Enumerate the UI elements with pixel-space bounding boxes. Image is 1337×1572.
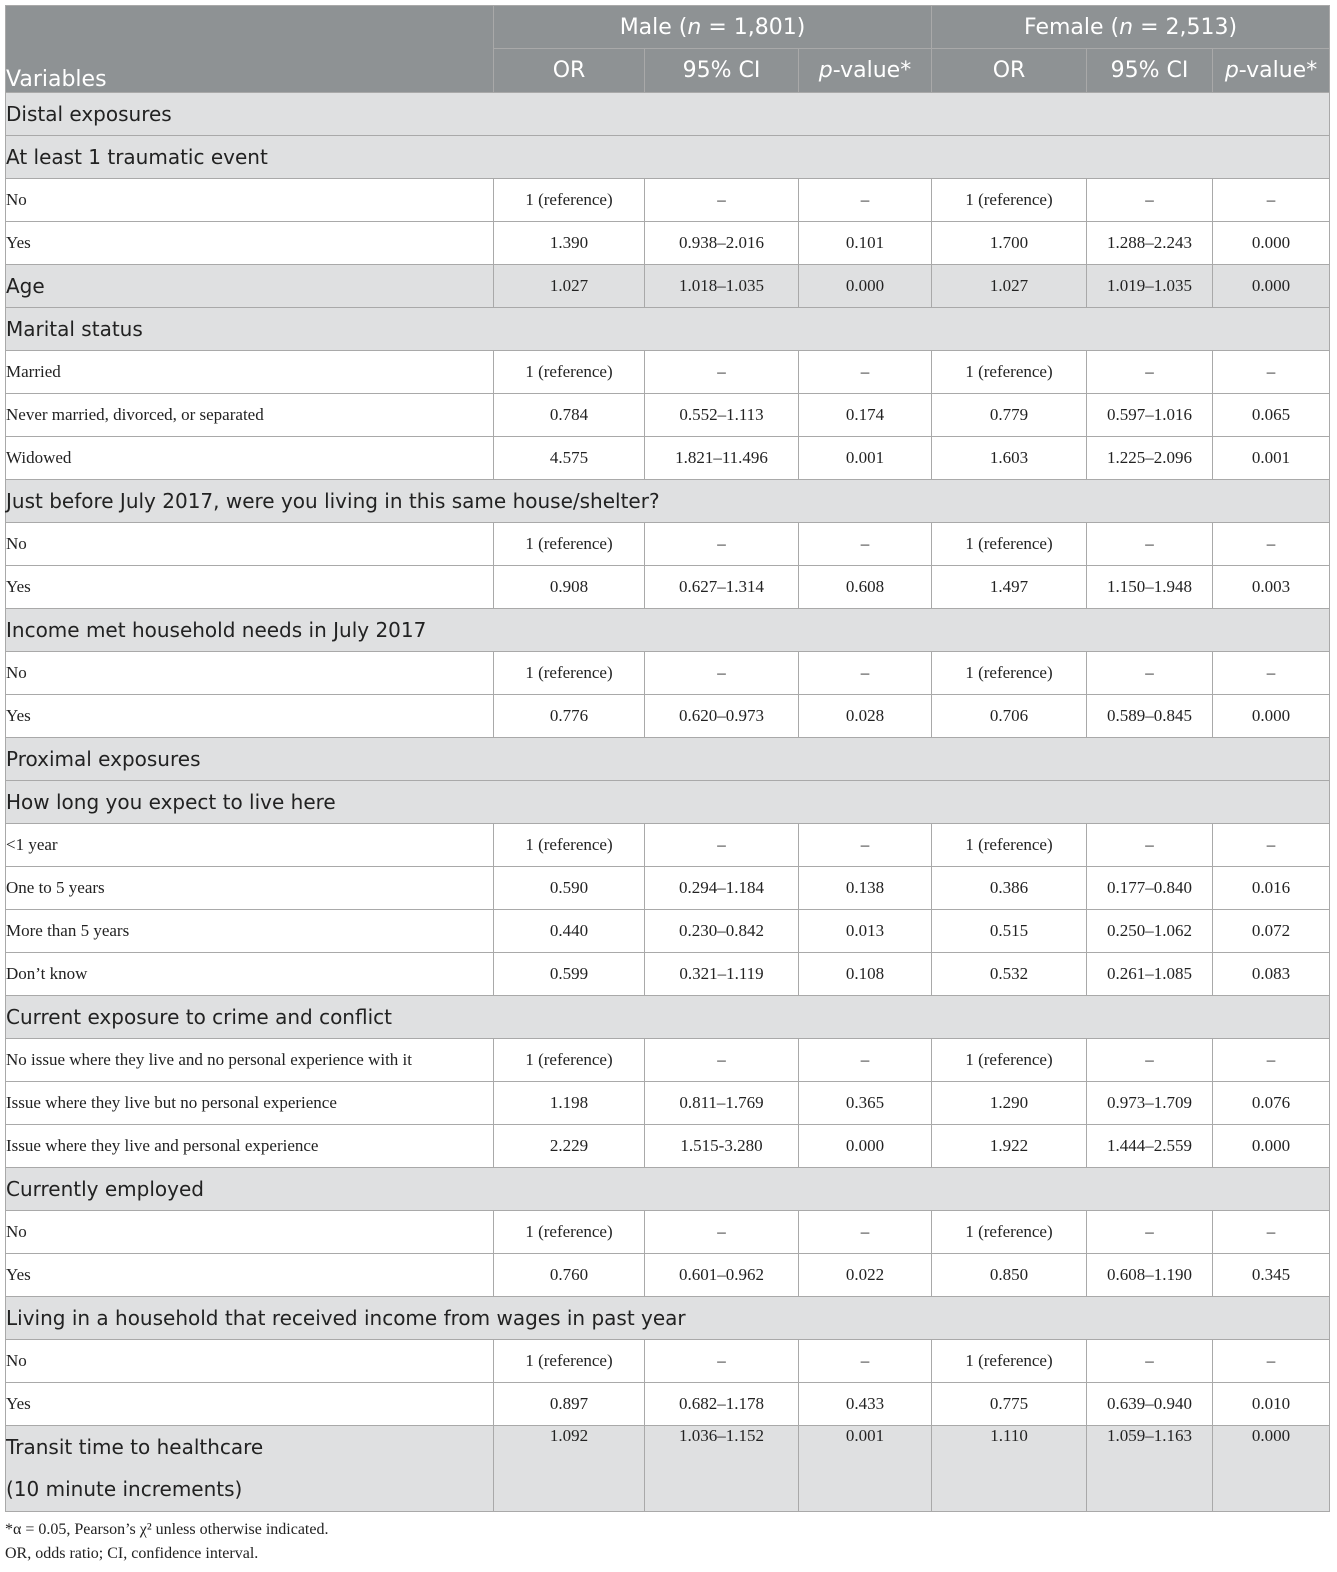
header-col-or-male: OR [494, 49, 645, 93]
table-row [6, 1082, 1330, 1125]
cell-p-female: 0.003 [1213, 566, 1330, 609]
cell-or-male: 1.390 [494, 222, 645, 265]
cell-ci-female: – [1087, 1340, 1213, 1383]
header-male-group: Male (n = 1,801) [494, 6, 932, 49]
row-label: Yes [6, 695, 494, 738]
cell-ci-female: – [1087, 824, 1213, 867]
cell-ci-female: – [1087, 351, 1213, 394]
cell-or-female: 1 (reference) [932, 1340, 1087, 1383]
cell-ci-female: 0.597–1.016 [1087, 394, 1213, 437]
cell-p-male: 0.174 [799, 394, 932, 437]
row-label-line1: Transit time to healthcare [6, 1435, 264, 1459]
cell-or-female: 1 (reference) [932, 351, 1087, 394]
cell-p-female: – [1213, 1211, 1330, 1254]
cell-p-male: 0.001 [799, 437, 932, 480]
row-label: No [6, 1340, 494, 1383]
section-label: Marital status [6, 308, 1330, 351]
section-data-row [6, 265, 1330, 308]
cell-ci-male: 0.620–0.973 [645, 695, 799, 738]
header-variables: Variables [6, 6, 494, 93]
row-label: <1 year [6, 824, 494, 867]
cell-p-female: 0.083 [1213, 953, 1330, 996]
table-body [6, 93, 1330, 1512]
cell-or-male: 1 (reference) [494, 824, 645, 867]
cell-ci-female: 1.019–1.035 [1087, 265, 1213, 308]
table-row [6, 824, 1330, 867]
cell-or-female: 1.700 [932, 222, 1087, 265]
cell-or-female: 1 (reference) [932, 824, 1087, 867]
header-row-groups [6, 6, 1330, 49]
cell-or-female: 1 (reference) [932, 523, 1087, 566]
cell-ci-female: – [1087, 523, 1213, 566]
cell-p-male: – [799, 824, 932, 867]
cell-p-female: 0.072 [1213, 910, 1330, 953]
table-row [6, 867, 1330, 910]
cell-ci-male: 0.938–2.016 [645, 222, 799, 265]
section-label: Currently employed [6, 1168, 1330, 1211]
cell-or-male: 1.092 [494, 1426, 645, 1512]
header-female-group: Female (n = 2,513) [932, 6, 1330, 49]
cell-or-male: 0.897 [494, 1383, 645, 1426]
cell-or-female: 0.532 [932, 953, 1087, 996]
cell-p-female: – [1213, 179, 1330, 222]
cell-ci-female: 0.250–1.062 [1087, 910, 1213, 953]
cell-p-male: 0.022 [799, 1254, 932, 1297]
cell-or-male: 1 (reference) [494, 1211, 645, 1254]
cell-p-male: – [799, 523, 932, 566]
section-row [6, 738, 1330, 781]
cell-or-female: 1.290 [932, 1082, 1087, 1125]
table-row [6, 695, 1330, 738]
cell-or-female: 1 (reference) [932, 1211, 1087, 1254]
cell-or-female: 1.110 [932, 1426, 1087, 1512]
cell-or-male: 1 (reference) [494, 179, 645, 222]
header-col-p-female: p-value* [1213, 49, 1330, 93]
row-label: No [6, 523, 494, 566]
cell-or-male: 4.575 [494, 437, 645, 480]
cell-ci-female: 0.608–1.190 [1087, 1254, 1213, 1297]
table-row [6, 566, 1330, 609]
cell-ci-male: 0.321–1.119 [645, 953, 799, 996]
cell-p-male: – [799, 652, 932, 695]
table-row [6, 910, 1330, 953]
header-col-p-male: p-value* [799, 49, 932, 93]
cell-ci-male: – [645, 1211, 799, 1254]
cell-ci-male: 0.552–1.113 [645, 394, 799, 437]
header-col-ci-female: 95% CI [1087, 49, 1213, 93]
cell-or-male: 1 (reference) [494, 652, 645, 695]
section-label: Living in a household that received income from wages in past year [6, 1297, 1330, 1340]
cell-p-male: – [799, 1039, 932, 1082]
cell-ci-female: – [1087, 1211, 1213, 1254]
cell-p-female: 0.076 [1213, 1082, 1330, 1125]
cell-p-male: 0.365 [799, 1082, 932, 1125]
cell-p-female: 0.016 [1213, 867, 1330, 910]
cell-p-female: – [1213, 652, 1330, 695]
row-label: Age [6, 265, 494, 308]
table-row [6, 1383, 1330, 1426]
cell-or-male: 1 (reference) [494, 351, 645, 394]
cell-ci-female: 0.177–0.840 [1087, 867, 1213, 910]
cell-or-female: 1.603 [932, 437, 1087, 480]
cell-or-male: 1 (reference) [494, 1340, 645, 1383]
cell-ci-male: – [645, 824, 799, 867]
table-row [6, 953, 1330, 996]
cell-or-female: 0.386 [932, 867, 1087, 910]
row-label: Yes [6, 566, 494, 609]
table-row [6, 1254, 1330, 1297]
cell-ci-female: 0.589–0.845 [1087, 695, 1213, 738]
cell-p-male: – [799, 1211, 932, 1254]
footnote-abbreviations: OR, odds ratio; CI, confidence interval. [5, 1545, 259, 1562]
cell-ci-male: – [645, 179, 799, 222]
section-label: Just before July 2017, were you living in this same house/shelter? [6, 480, 1330, 523]
table-row [6, 1039, 1330, 1082]
section-label: Income met household needs in July 2017 [6, 609, 1330, 652]
table-row [6, 1125, 1330, 1168]
cell-p-female: – [1213, 523, 1330, 566]
cell-or-female: 0.515 [932, 910, 1087, 953]
cell-or-male: 0.784 [494, 394, 645, 437]
cell-ci-female: – [1087, 652, 1213, 695]
cell-or-male: 0.590 [494, 867, 645, 910]
cell-ci-male: – [645, 1340, 799, 1383]
cell-ci-female: 0.973–1.709 [1087, 1082, 1213, 1125]
row-label: Issue where they live but no personal experience [6, 1082, 494, 1125]
section-label: Distal exposures [6, 93, 1330, 136]
cell-or-male: 2.229 [494, 1125, 645, 1168]
header-col-ci-male: 95% CI [645, 49, 799, 93]
footnote-alpha: *α = 0.05, Pearson’s χ² unless otherwise indicated. [5, 1521, 329, 1538]
section-label: Proximal exposures [6, 738, 1330, 781]
row-label: Don’t know [6, 953, 494, 996]
cell-ci-female: 1.059–1.163 [1087, 1426, 1213, 1512]
cell-p-male: – [799, 351, 932, 394]
row-label: Yes [6, 1254, 494, 1297]
cell-ci-male: 1.515-3.280 [645, 1125, 799, 1168]
cell-p-female: – [1213, 1340, 1330, 1383]
row-label: No [6, 652, 494, 695]
table-row [6, 1340, 1330, 1383]
section-label: At least 1 traumatic event [6, 136, 1330, 179]
cell-or-female: 0.779 [932, 394, 1087, 437]
cell-or-male: 0.776 [494, 695, 645, 738]
cell-p-female: 0.000 [1213, 1426, 1330, 1512]
cell-ci-female: 1.444–2.559 [1087, 1125, 1213, 1168]
cell-ci-female: 1.225–2.096 [1087, 437, 1213, 480]
cell-p-female: – [1213, 824, 1330, 867]
header-col-or-female: OR [932, 49, 1087, 93]
cell-ci-female: – [1087, 1039, 1213, 1082]
row-label: Yes [6, 222, 494, 265]
cell-p-female: – [1213, 351, 1330, 394]
cell-p-female: 0.345 [1213, 1254, 1330, 1297]
cell-p-female: 0.010 [1213, 1383, 1330, 1426]
cell-ci-female: 0.261–1.085 [1087, 953, 1213, 996]
table-row [6, 652, 1330, 695]
cell-ci-male: 1.036–1.152 [645, 1426, 799, 1512]
cell-p-female: 0.000 [1213, 222, 1330, 265]
row-label: Married [6, 351, 494, 394]
cell-ci-male: – [645, 1039, 799, 1082]
table-row [6, 523, 1330, 566]
cell-ci-male: – [645, 523, 799, 566]
cell-or-female: 1.027 [932, 265, 1087, 308]
row-label: More than 5 years [6, 910, 494, 953]
cell-or-male: 1.027 [494, 265, 645, 308]
section-row [6, 1168, 1330, 1211]
cell-p-male: 0.013 [799, 910, 932, 953]
table-row [6, 437, 1330, 480]
row-label: One to 5 years [6, 867, 494, 910]
cell-or-male: 0.440 [494, 910, 645, 953]
table-row [6, 394, 1330, 437]
cell-ci-male: 0.601–0.962 [645, 1254, 799, 1297]
cell-p-male: 0.608 [799, 566, 932, 609]
cell-ci-female: 0.639–0.940 [1087, 1383, 1213, 1426]
cell-ci-male: 1.018–1.035 [645, 265, 799, 308]
cell-p-male: – [799, 179, 932, 222]
cell-p-male: 0.028 [799, 695, 932, 738]
cell-ci-male: 0.811–1.769 [645, 1082, 799, 1125]
cell-p-male: 0.001 [799, 1426, 932, 1512]
cell-ci-female: – [1087, 179, 1213, 222]
cell-p-male: 0.433 [799, 1383, 932, 1426]
cell-ci-female: 1.150–1.948 [1087, 566, 1213, 609]
cell-p-male: 0.108 [799, 953, 932, 996]
cell-or-female: 1 (reference) [932, 652, 1087, 695]
table-row [6, 351, 1330, 394]
row-label: No [6, 1211, 494, 1254]
section-row [6, 1297, 1330, 1340]
cell-or-male: 0.599 [494, 953, 645, 996]
cell-ci-male: 1.821–11.496 [645, 437, 799, 480]
cell-p-male: – [799, 1340, 932, 1383]
section-row [6, 93, 1330, 136]
cell-or-male: 1 (reference) [494, 1039, 645, 1082]
cell-ci-male: 0.230–0.842 [645, 910, 799, 953]
row-label: Issue where they live and personal experience [6, 1125, 494, 1168]
cell-or-female: 1 (reference) [932, 179, 1087, 222]
row-label: No issue where they live and no personal experience with it [6, 1039, 494, 1082]
section-row [6, 308, 1330, 351]
section-row [6, 609, 1330, 652]
cell-p-male: 0.000 [799, 265, 932, 308]
cell-ci-male: 0.627–1.314 [645, 566, 799, 609]
cell-or-female: 0.706 [932, 695, 1087, 738]
cell-or-female: 1 (reference) [932, 1039, 1087, 1082]
odds-ratio-table [5, 5, 1330, 1512]
cell-p-female: 0.000 [1213, 265, 1330, 308]
cell-ci-male: – [645, 652, 799, 695]
cell-or-female: 0.850 [932, 1254, 1087, 1297]
row-label: No [6, 179, 494, 222]
cell-p-male: 0.000 [799, 1125, 932, 1168]
cell-p-female: 0.000 [1213, 695, 1330, 738]
row-label: Yes [6, 1383, 494, 1426]
cell-or-male: 0.760 [494, 1254, 645, 1297]
table-row [6, 222, 1330, 265]
section-label: How long you expect to live here [6, 781, 1330, 824]
cell-p-female: – [1213, 1039, 1330, 1082]
cell-or-male: 1 (reference) [494, 523, 645, 566]
cell-p-female: 0.065 [1213, 394, 1330, 437]
cell-ci-male: 0.294–1.184 [645, 867, 799, 910]
table-row [6, 1211, 1330, 1254]
cell-or-female: 0.775 [932, 1383, 1087, 1426]
cell-or-male: 0.908 [494, 566, 645, 609]
cell-or-male: 1.198 [494, 1082, 645, 1125]
section-row [6, 996, 1330, 1039]
table-row [6, 179, 1330, 222]
row-label: Never married, divorced, or separated [6, 394, 494, 437]
cell-p-female: 0.000 [1213, 1125, 1330, 1168]
cell-p-female: 0.001 [1213, 437, 1330, 480]
section-row [6, 781, 1330, 824]
row-label [6, 1426, 494, 1512]
section-data-row [6, 1426, 1330, 1512]
section-row [6, 136, 1330, 179]
section-row [6, 480, 1330, 523]
cell-p-male: 0.138 [799, 867, 932, 910]
cell-ci-male: 0.682–1.178 [645, 1383, 799, 1426]
cell-ci-male: – [645, 351, 799, 394]
row-label-line2: (10 minute increments) [6, 1477, 243, 1501]
cell-or-female: 1.497 [932, 566, 1087, 609]
cell-or-female: 1.922 [932, 1125, 1087, 1168]
section-label: Current exposure to crime and conflict [6, 996, 1330, 1039]
cell-p-male: 0.101 [799, 222, 932, 265]
cell-ci-female: 1.288–2.243 [1087, 222, 1213, 265]
row-label: Widowed [6, 437, 494, 480]
